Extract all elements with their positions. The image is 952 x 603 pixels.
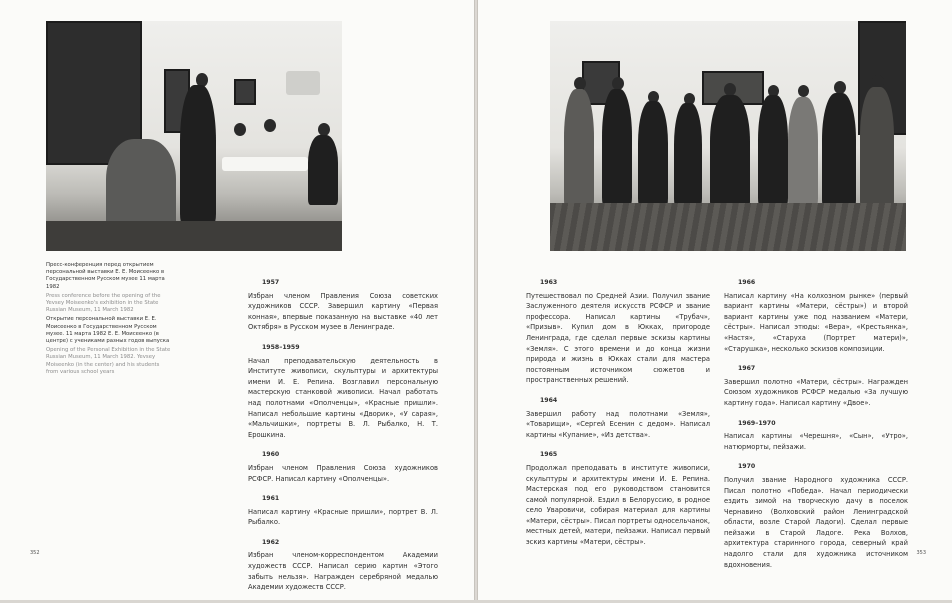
person-figure [564,89,594,209]
page-number-left: 352 [30,550,40,556]
entry-year: 1965 [540,451,558,459]
chronology-column-left [248,278,438,603]
entry-text: Написал картину «Красные пришли», портрет В. Л. Рыбалко. [248,507,438,527]
entry-year: 1962 [262,538,280,546]
person-figure [860,87,894,211]
caption-en-2: Opening of the Personal Exhibition in the State Russian Museum, 11 March 1982. Yevsey Moiseenko (in the center) and his students from various school years [46,347,171,375]
painting-light [286,71,320,95]
press-conference-photo [46,21,342,251]
entry-year: 1963 [540,279,558,286]
chronology-entry [248,450,438,484]
person-head [234,123,246,136]
person-figure [674,103,702,207]
entry-year: 1966 [738,279,756,286]
person-figure [308,135,338,205]
chronology-entry [724,419,908,453]
left-page [0,0,474,600]
caption-ru-2: Открытие персональной выставки Е. Е. Моисеенко в Государственном Русском музее. 11 марта 1982 Е. Е. Моисеенко (в центре) с учениками разных годов выпуска [46,316,170,345]
person-figure [758,95,788,207]
speaker-figure [180,85,216,225]
chronology-entry [724,364,908,408]
entry-text: Завершил полотно «Матери, сёстры». Награжден Союзом художников РСФСР медалью «За лучшую картину года». Написал картину «Двое». [724,377,908,407]
exhibition-opening-photo [550,21,906,251]
entry-text: Написал картину «На колхозном рынке» (первый вариант картины «Матери, сёстры») и второй вариант картины уже под названием «Матери, сёстры». Написал этюды: «Вера», «Крестьянка», «Настя», «Старуха (Портрет матери)», «Старушка», несколько эскизов композиции. [724,291,908,353]
entry-text: Избран членом-корреспондентом Академии художеств СССР. Написал серию картин «Этого забыть нельзя». Награжден серебряной медалью Академии художеств СССР. [248,551,438,592]
photo-caption [46,262,172,378]
entry-text: Избран членом Правления Союза советских художников СССР. Завершил картину «Первая конная», впервые показанную на выставке «40 лет Октября» в Русском музее в Ленинграде. [248,291,438,332]
chronology-entry [526,278,710,386]
person-figure [602,89,632,207]
chronology-entry [248,494,438,528]
chronology-entry [248,538,438,593]
entry-text: Продолжал преподавать в институте живописи, скульптуры и архитектуры имени И. Е. Репина. Мастерская под его руководством становится самой популярной. Ездил в Белоруссию, в родное село Уваровичи, собирая материал для картины «Матери, сёстры». Писал портреты односельчанок, местных детей, матери, пейзажи. Написал первый эскиз картины «Матери, сёстры». [526,463,710,547]
page-number-right: 353 [916,550,926,556]
caption-en-1: Press conference before the opening of the Yevsey Moiseenko's exhibition in the State Russian Museum, 11 March 1982 [46,292,161,314]
entry-year: 1958–1959 [262,343,300,351]
chronology-entry [248,343,438,440]
entry-text: Начал преподавательскую деятельность в Институте живописи, скульптуры и архитектуры имени И. Е. Репина. Возглавил персональную мастерскую станковой живописи. Начал работать над полотнами «Ополченцы», «Красные пришли». Написал небольшие картины «Дворик», «У сарая», «Мальчишки», портреты В. Л. Рыбалко, Н. Т. Ерошкина. [248,356,438,439]
chronology-column-right-2 [724,278,908,580]
person-figure [788,97,818,207]
painting-frame [234,79,256,105]
caption-ru-1: Пресс-конференция перед открытием персональной выставки Е. Е. Моисеенко в Государственном Русском музее 11 марта 1982 [46,262,165,290]
moiseenko-figure [710,95,750,211]
entry-year: 1961 [262,495,280,503]
person-figure [822,93,856,209]
entry-text: Путешествовал по Средней Азии. Получил звание Заслуженного деятеля искусств РСФСР и звание профессора. Написал картины «Трубач», «Призыв». Купил дом в Юкках, пригороде Ленинграда, где сделал первые эскизы картины «Земля». С этого времени и до конца жизни природа и жизнь в Юкках стали для мастера постоянным источником сюжетов и пространственных решений. [526,291,710,385]
chronology-entry [526,450,710,547]
chronology-entry [724,278,908,354]
entry-text: Избран членом Правления Союза художников РСФСР. Написал картину «Ополченцы». [248,463,438,483]
chronology-entry [248,278,438,333]
right-page [478,0,952,600]
person-head [798,85,809,97]
parquet-floor [550,203,906,251]
entry-year: 1960 [262,451,280,459]
person-figure [638,101,668,207]
chronology-entry [724,462,908,570]
entry-text: Завершил работу над полотнами «Земля», «Товарищи», «Сергей Есенин с дедом». Написал картины «Купание», «Из детства». [526,409,710,439]
chronology-entry [526,396,710,440]
entry-year: 1969–1970 [738,419,776,427]
chronology-column-right-1 [526,278,710,558]
entry-year: 1967 [738,365,756,373]
entry-text: Получил звание Народного художника СССР. Писал полотно «Победа». Начал периодически ездить зимой на творческую дачу в поселок Чернавино (Волховский район Ленинградской области, возле Старой Ладоги). Сделал первые пейзажи в Старой Ладоге. Река Волхов, архитектура старинного города, северный край надолго стали для художника источником вдохновения. [724,475,908,569]
entry-text: Написал картины «Черешня», «Сын», «Утро», натюрморты, пейзажи. [724,432,908,451]
entry-year: 1957 [262,279,280,286]
floor [46,221,342,251]
entry-year: 1970 [738,463,756,471]
entry-year: 1964 [540,396,558,404]
table-cloth [222,157,308,171]
person-head [264,119,276,132]
